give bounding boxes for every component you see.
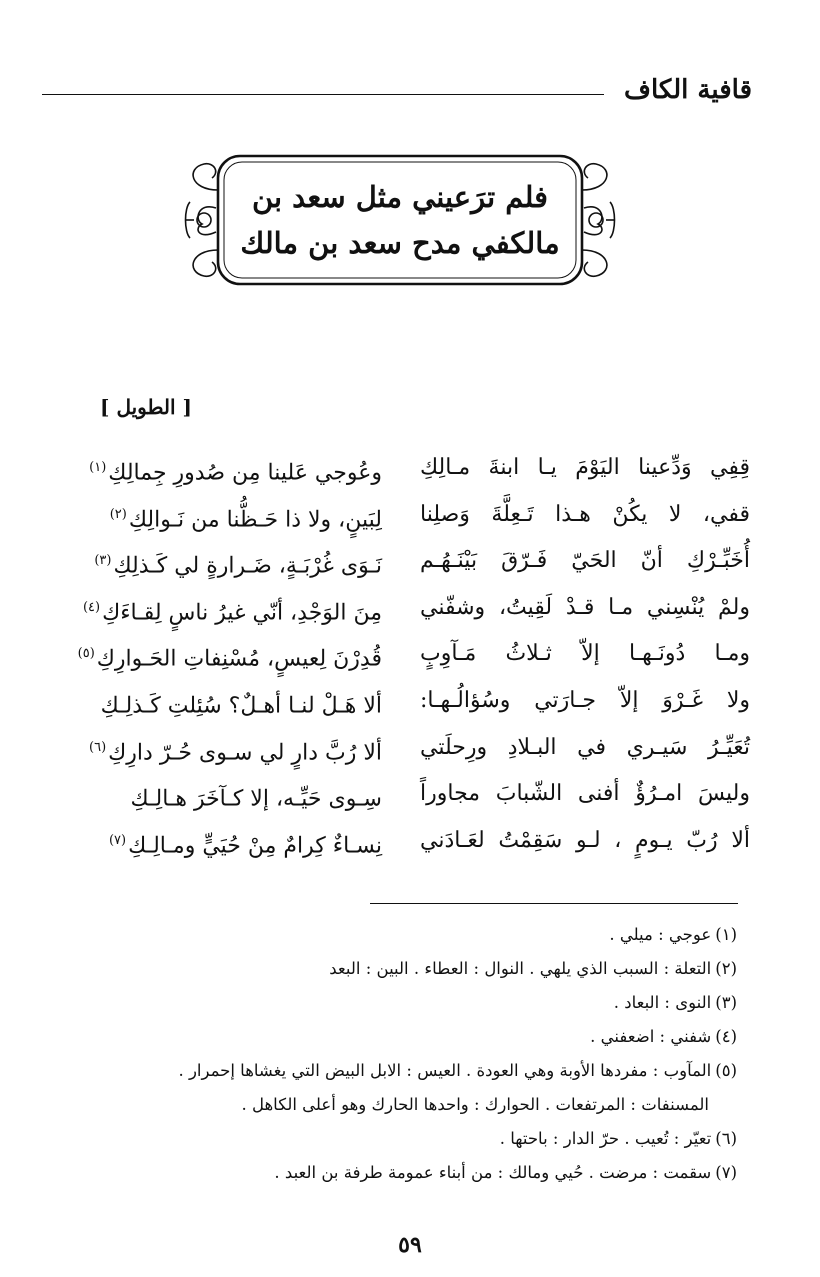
footnote-text: المسنفات : المرتفعات . الحوارك : واحدها الحارك وهو أعلى الكاهل . (241, 1095, 709, 1114)
verse-second-hemistich (42, 821, 382, 866)
verse-first-hemistich: ولمْ يُنْسِني مـا قـدْ لَقِيتُ، وشفّني (420, 594, 750, 620)
footnote-text: عوجي : ميلي . (609, 925, 712, 944)
verse-first-hemistich: ألا رُبّ يـومٍ ، لـو سَقِمْتُ لعَـادَني (420, 827, 750, 853)
verse (42, 588, 750, 635)
footnote (42, 1054, 737, 1088)
footnote-reference: (٦) (89, 739, 107, 755)
footnote (42, 918, 737, 952)
hemistich-text: سِـوى حَيِّـه، إلا كـآخَرَ هـالِـكِ (130, 786, 382, 812)
footnote-text: تعيّر : تُعيب . حرّ الدار : باحتها . (499, 1129, 712, 1148)
hemistich-text: ألا هَـلْ لنـا أهـلٌ؟ سُئِلتِ كَـذلِـكِ (100, 693, 382, 719)
verse-second-hemistich (42, 588, 382, 633)
verse (42, 634, 750, 681)
poem-body (42, 448, 750, 867)
verse-second-hemistich (42, 541, 382, 586)
footnote-number: (٤) (715, 1027, 737, 1046)
hemistich-text: مِنَ الوَجْدِ، أنّي غيرُ ناسٍ لِقـاءَكِ (102, 600, 382, 626)
footnote-text: سقمت : مرضت . حُيي ومالك : من أبناء عمومة طرفة بن العبد . (274, 1163, 712, 1182)
verse-first-hemistich: أُخَبِّـرْكِ أنّ الحَيّ فَـرّقَ بَيْنَـهُـم (420, 548, 750, 574)
verse-first-hemistich: وليسَ امـرُؤٌ أفنى الشّبابَ مجاوراً (420, 781, 750, 807)
verse-second-hemistich (42, 448, 382, 493)
hemistich-text: ألا رُبَّ دارٍ لي سـوى حُـرّ دارِكِ (108, 739, 382, 765)
footnote-text: التعلة : السبب الذي يلهي . النوال : العطاء . البين : البعد (329, 959, 712, 978)
hemistich-text: لِبَينٍ، ولا ذا حَـظُّنا من نَـوالِكِ (128, 506, 382, 532)
verse-first-hemistich: قفي، لا يكُنْ هـذا تَـعِلَّةَ وَصلِنا (420, 501, 750, 527)
footnote (42, 1020, 737, 1054)
header-rule (42, 94, 604, 95)
footnote-separator (370, 903, 738, 904)
footnote-text: النوى : البعاد . (613, 993, 712, 1012)
verse-first-hemistich: ولا غَـرْوَ إلاّ جـارَتي وسُؤالُـهـا: (420, 687, 750, 713)
verse-first-hemistich: قِفِي وَدِّعينا اليَوْمَ يـا ابنةَ مـالِكِ (420, 455, 750, 480)
verse (42, 774, 750, 821)
footnote-reference: (٢) (109, 506, 127, 522)
verse (42, 448, 750, 495)
footnote-continuation (42, 1088, 737, 1122)
verse-second-hemistich (42, 728, 382, 773)
hemistich-text: نَـوَى غُرْبَـةٍ، ضَـرارةٍ لي كَـذلِكِ (113, 553, 382, 579)
verse (42, 541, 750, 588)
hemistich-text: قُدِرْنَ لِعيسٍ، مُسْنِفاتِ الحَـوارِكِ (96, 646, 382, 672)
footnote (42, 1122, 737, 1156)
verse-second-hemistich (42, 681, 382, 726)
footnote-text: المآوب : مفردها الأوبة وهي العودة . العيس : الابل البيض التي يغشاها إحمرار . (178, 1061, 712, 1080)
poem-title-frame (180, 150, 620, 290)
hemistich-text: نِسـاءٌ كِرامٌ مِنْ حُيَيٍّ ومـالِـكِ (128, 833, 382, 859)
footnote-text: شفني : اضعفني . (590, 1027, 712, 1046)
chapter-title: قافية الكاف (624, 75, 752, 105)
verse-first-hemistich: تُعَيِّـرُ سَيـري في البـلادِ ورِحلَتي (420, 734, 750, 760)
footnote-reference: (٣) (94, 553, 112, 569)
verse-second-hemistich (42, 495, 382, 540)
footnote-reference: (٧) (108, 832, 127, 848)
page-header (42, 70, 752, 110)
footnote-number: (٢) (715, 959, 737, 978)
footnote (42, 1156, 737, 1190)
footnote-reference: (١) (89, 460, 107, 475)
page-number: ٥٩ (398, 1232, 422, 1258)
poem-title-line-2: مالكفي مدح سعد بن مالك (240, 226, 560, 260)
footnote (42, 986, 737, 1020)
footnote-number: (١) (715, 925, 737, 944)
verse (42, 821, 750, 868)
verse-second-hemistich (42, 634, 382, 679)
verse-second-hemistich (42, 774, 382, 819)
poetic-meter-label: [ الطويل ] (100, 395, 192, 419)
footnote-number: (٦) (715, 1129, 737, 1148)
footnote-number: (٥) (715, 1061, 737, 1080)
footnote-number: (٣) (715, 993, 737, 1012)
verse-first-hemistich: ومـا دُونَـهـا إلاّ ثـلاثُ مَـآوِبٍ (420, 641, 750, 667)
footnote-reference: (٤) (82, 599, 101, 615)
footnote (42, 952, 737, 986)
verse (42, 495, 750, 542)
poem-title (240, 174, 560, 266)
poem-title-line-1: فلم ترَعيني مثل سعد بن (251, 180, 549, 214)
footnote-reference: (٥) (77, 646, 95, 662)
footnotes (42, 918, 737, 1190)
verse (42, 681, 750, 728)
hemistich-text: وعُوجي عَلينا مِن صُدورِ جِمالِكِ (108, 460, 382, 486)
verse (42, 728, 750, 775)
footnote-number: (٧) (715, 1163, 737, 1182)
